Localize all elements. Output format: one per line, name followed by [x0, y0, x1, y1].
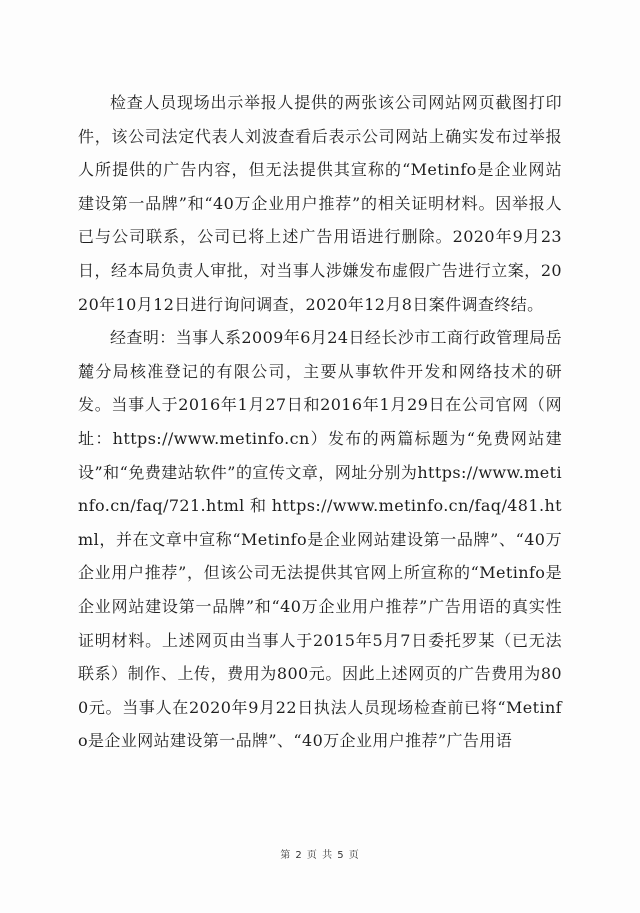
document-body	[78, 86, 562, 758]
paragraph-inspection: 检查人员现场出示举报人提供的两张该公司网站网页截图打印件，该公司法定代表人刘波查看后表示公司网站上确实发布过举报人所提供的广告内容，但无法提供其宣称的“Metinfo是企业网站建设第一品牌”和“40万企业用户推荐”的相关证明材料。因举报人已与公司联系，公司已将上述广告用语进行删除。2020年9月23日，经本局负责人审批，对当事人涉嫌发布虚假广告进行立案，2020年10月12日进行询问调查，2020年12月8日案件调查终结。	[78, 93, 562, 314]
paragraph-findings: 经查明：当事人系2009年6月24日经长沙市工商行政管理局岳麓分局核准登记的有限公司，主要从事软件开发和网络技术的研发。当事人于2016年1月27日和2016年1月29日在公司官网（网址：https://www.metinfo.cn）发布的两篇标题为“免费网站建设”和“免费建站软件”的宣传文章，网址分别为https://www.metinfo.cn/faq/721.html和https://www.metinfo.cn/faq/481.html，并在文章中宣称“Metinfo是企业网站建设第一品牌”、“40万企业用户推荐”，但该公司无法提供其官网上所宣称的“Metinfo是企业网站建设第一品牌”和“40万企业用户推荐”广告用语的真实性证明材料。上述网页由当事人于2015年5月7日委托罗某（已无法联系）制作、上传，费用为800元。因此上述网页的广告费用为800元。当事人在2020年9月22日执法人员现场检查前已将“Metinfo是企业网站建设第一品牌”、“40万企业用户推荐”广告用语	[78, 328, 562, 751]
page-number-footer: 第 2 页 共 5 页	[280, 850, 360, 861]
